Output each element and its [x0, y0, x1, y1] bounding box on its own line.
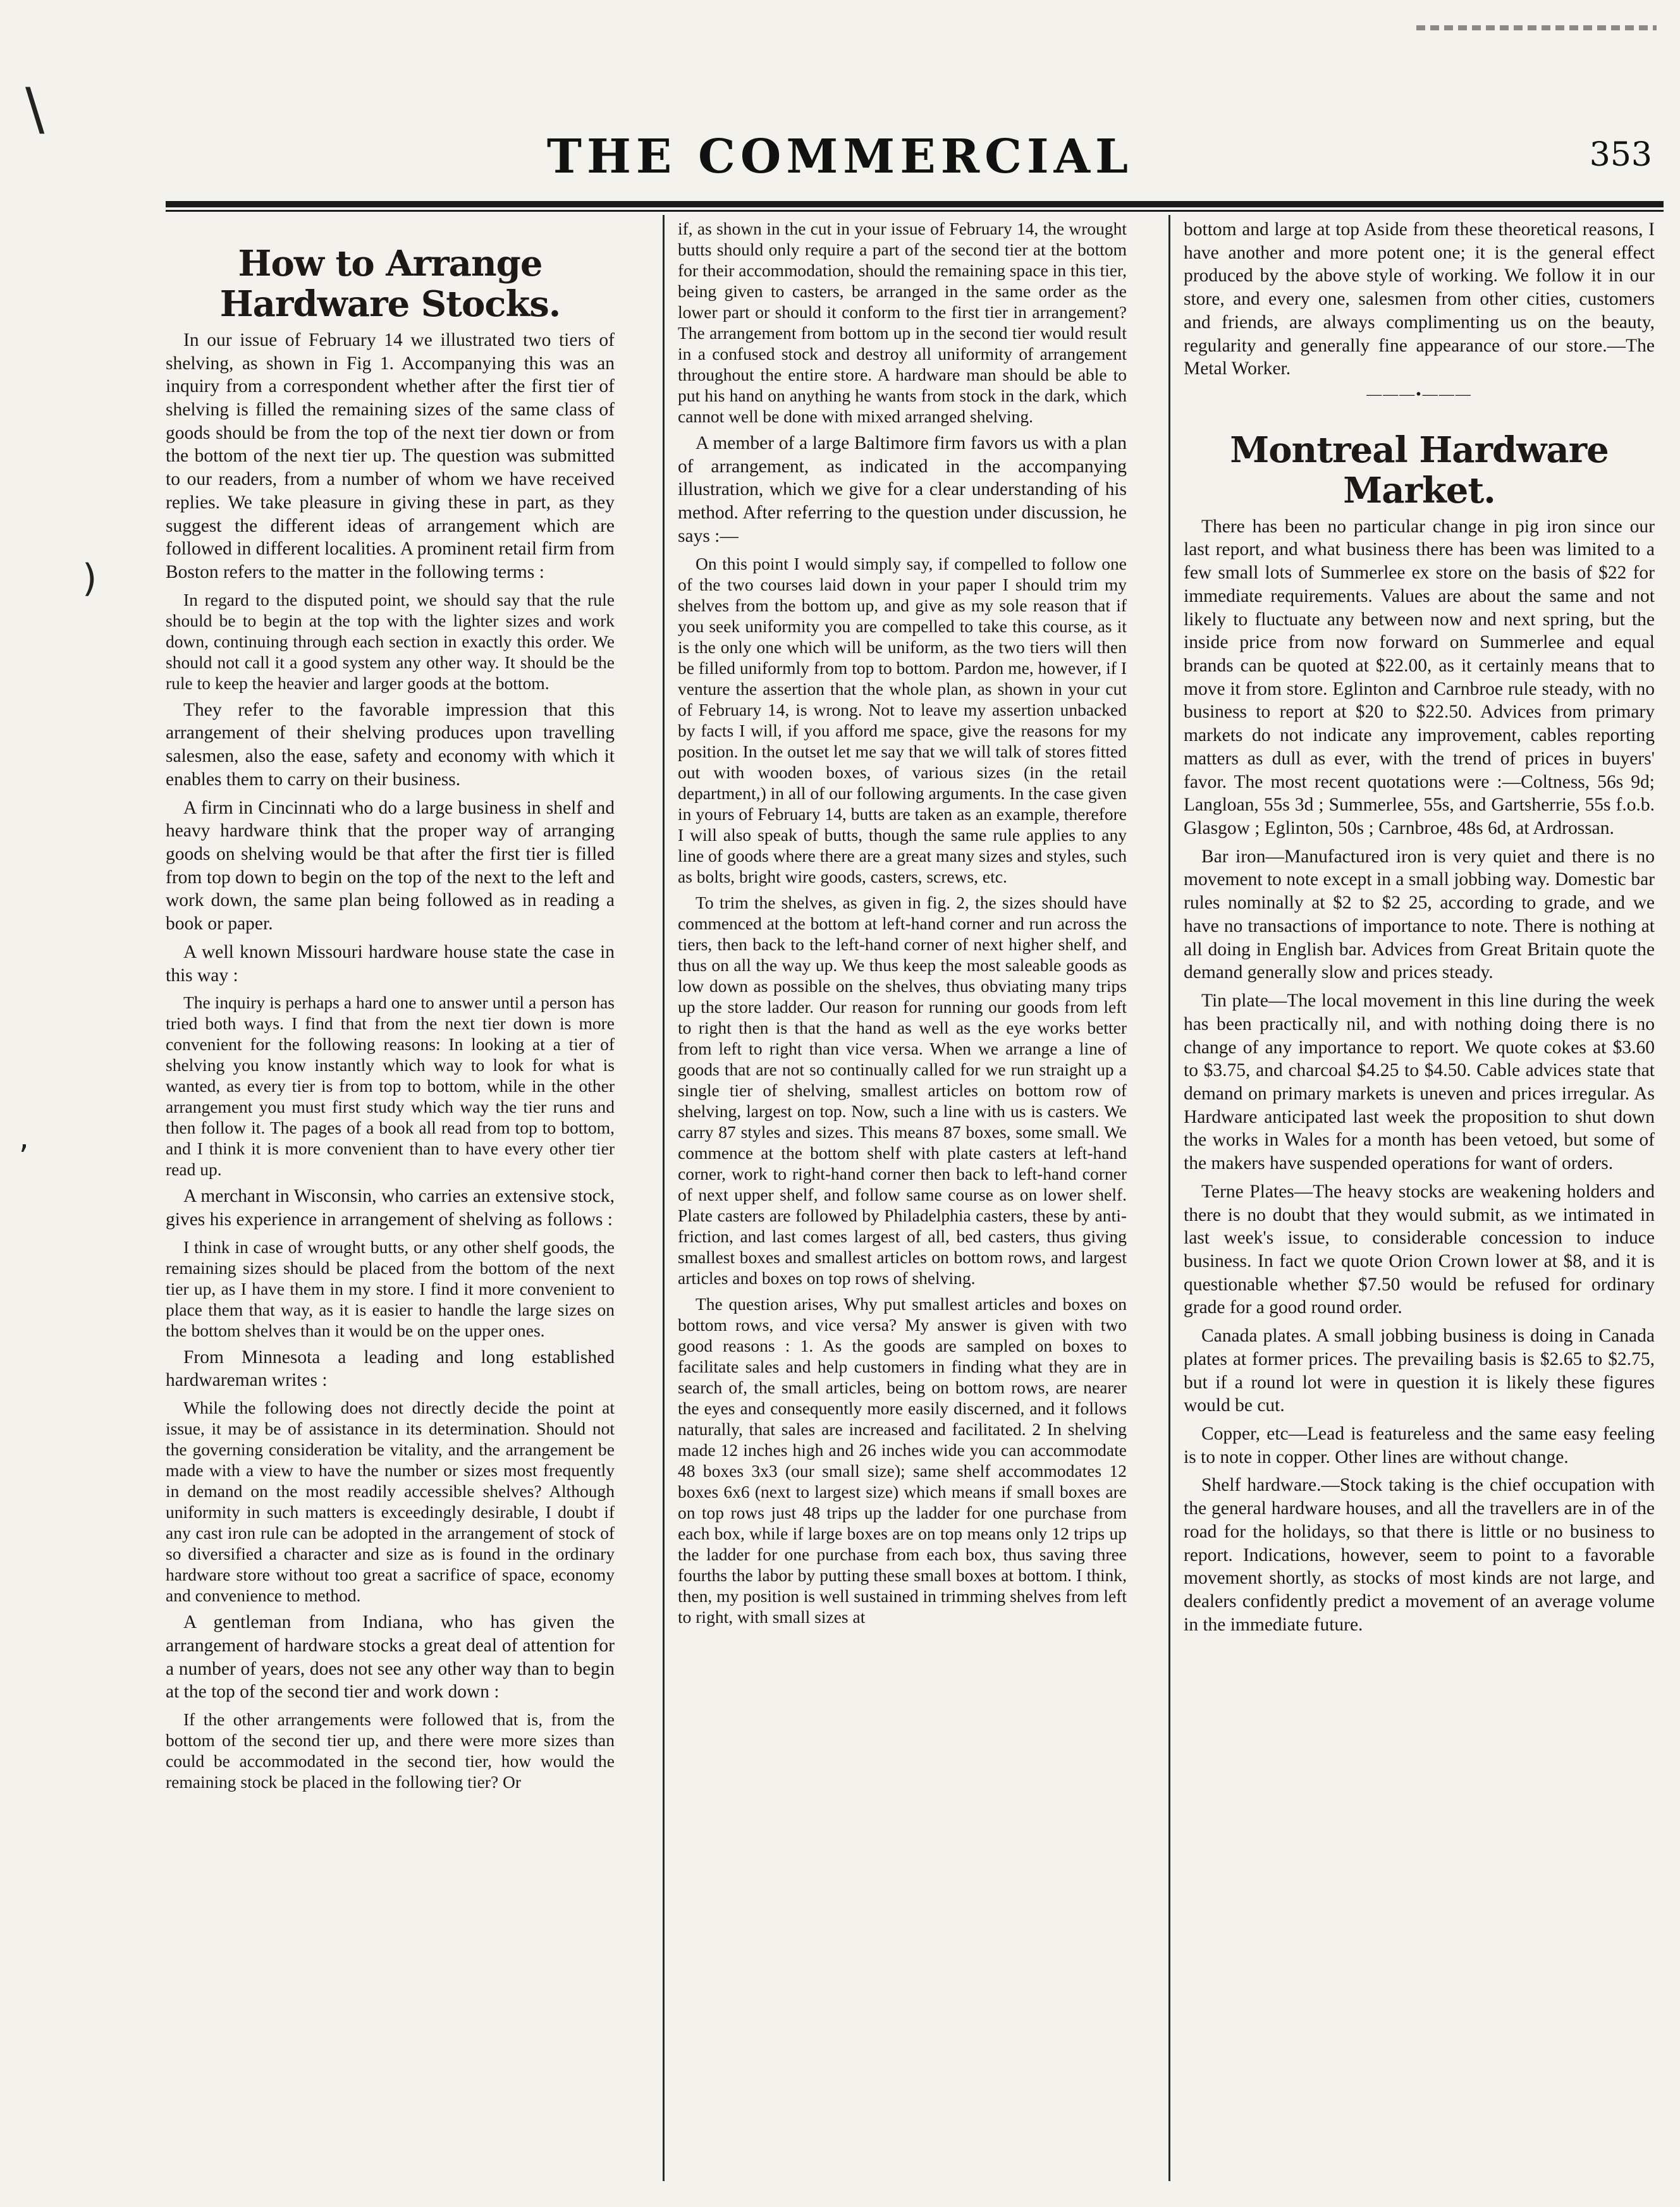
- header-rule-thick: [166, 201, 1664, 207]
- paragraph: A well known Missouri hardware house state the case in this way :: [166, 941, 615, 986]
- header-rule-thin: [166, 210, 1664, 212]
- quoted-paragraph: I think in case of wrought butts, or any other shelf goods, the remaining sizes should be placed from the bottom of the next tier up, as I have them in my store. I find it more convenient to place them that way, as it is easier to handle the large sizes on the bottom shelves than it would be on the upper ones.: [166, 1237, 615, 1340]
- margin-scan-mark: ,: [19, 1119, 29, 1156]
- page-number: 353: [1589, 136, 1652, 174]
- paragraph: Canada plates. A small jobbing business is doing in Canada plates at former prices. The prevailing basis is $2.65 to $2.75, but if a round lot were in question it is likely these figures would be cut.: [1184, 1326, 1655, 1416]
- quoted-paragraph: To trim the shelves, as given in fig. 2, the sizes should have commenced at the bottom at left-hand corner and run across the tiers, then back to the left-hand corner of next higher shelf, and thus on all the way up. We thus keep the most saleable goods as low down as possible on the shelves, thus obviating many trips up the store ladder. Our reason for running our goods from left to right then is that the hand as well as the eye works better from left to right than vice versa. When we arrange a line of goods that are not so continually called for we run straight up a single tier of shelving, smallest articles on bottom row of shelving, largest on top. Now, such a line with us is casters. We carry 87 styles and sizes. This means 87 boxes, some small. We commence at the bottom shelf with plate casters at left-hand corner, work to right-hand corner then back to left-hand corner of next upper shelf, and follow same course as on lower shelf. Plate casters are followed by Philadelphia casters, these by anti-friction, and last comes largest of all, bed casters, thus giving smallest boxes and smallest articles on bottom rows, and largest articles and boxes on top rows of shelving.: [678, 892, 1127, 1288]
- article-separator: ———•———: [1366, 386, 1472, 403]
- paragraph: Shelf hardware.—Stock taking is the chief occupation with the general hardware houses, and all the travellers are in of the road for the holidays, so that there is little or no business to report. Indications, however, seem to point to a favorable movement shortly, as stocks of most kinds are not large, and dealers confidently predict a movement of an average volume in the immediate future.: [1184, 1475, 1655, 1635]
- article-column-2: [678, 218, 1127, 2178]
- quoted-paragraph: The inquiry is perhaps a hard one to answer until a person has tried both ways. I find that from the next tier down is more convenient for the following reasons: In looking at a tier of shelving you know instantly which way to look for what is wanted, as every tier is from top to bottom, while in the other arrangement you must first study which way the tier runs and then follow it. The pages of a book all read from top to bottom, and I think it is more convenient than to have every other tier read up.: [166, 993, 615, 1180]
- publication-title: THE COMMERCIAL: [546, 130, 1134, 184]
- column-divider: [663, 215, 665, 2181]
- article-column-3: [1184, 218, 1655, 2178]
- paragraph: bottom and large at top Aside from these theoretical reasons, I have another and more potent one; it is the general effect produced by the above style of working. We follow it in our store, and every one, salesmen from other cities, customers and friends, are always complimenting us on the beauty, regularity and generally fine appearance of our store.—The Metal Worker.: [1184, 219, 1655, 379]
- margin-scan-mark: ): [82, 556, 97, 601]
- quoted-paragraph: In regard to the disputed point, we should say that the rule should be to begin at the top with the lighter sizes and work down, continuing through each section in exactly this order. We should not call it a good system any other way. It should be the rule to keep the heavier and larger goods at the bottom.: [166, 589, 615, 693]
- quoted-paragraph: On this point I would simply say, if compelled to follow one of the two courses laid down in your paper I should trim my shelves from the bottom up, and give as my sole reason that if you seek uniformity you are compelled to take this course, as it is the only one which will be uniform, as the two tiers will then be filled uniformly from top to bottom. Pardon me, however, if I venture the assertion that the whole plan, as shown in your cut of February 14, is wrong. Not to leave my assertion unbacked by facts I will, if you afford me space, give the reasons for my position. In the outset let me say that we will talk of stores fitted out with wooden boxes, of various sizes (in the retail department,) in all of our following arguments. In the case given in yours of February 14, butts are taken as an example, therefore I will also speak of butts, though the same rule applies to any line of goods where there are a great many sizes and styles, such as bolts, bright wire goods, casters, screws, etc.: [678, 553, 1127, 886]
- column-divider: [1168, 215, 1170, 2181]
- paragraph: A firm in Cincinnati who do a large business in shelf and heavy hardware think that the proper way of arranging goods on shelving would be that after the first tier is filled from top down to begin on the top of the next to the left and work down, the same plan being followed as in reading a book or paper.: [166, 797, 615, 934]
- paragraph: There has been no particular change in pig iron since our last report, and what business there has been was limited to a few small lots of Summerlee ex store on the basis of $22 for immediate requirements. Values are about the same and not likely to fluctuate any between now and next spring, but the inside price from now forward on Summerlee and equal brands can be quoted at $22.00, as it certainly means that to move it from store. Eglinton and Carnbroe rule steady, with no business to report at $20 to $22.50. Advices from primary markets do not indicate any improvement, cables reporting matters as dull as ever, with the trend of prices in buyers' favor. The most recent quotations were :—Coltness, 56s 9d; Langloan, 55s 3d ; Summerlee, 55s, and Gartsherrie, 55s f.o.b. Glasgow ; Eglinton, 50s ; Carnbroe, 48s 6d, at Ardrossan.: [1184, 516, 1655, 839]
- paragraph: They refer to the favorable impression that this arrangement of their shelving produces upon travelling salesmen, also the ease, safety and economy with which it enables them to carry on their business.: [166, 699, 615, 790]
- article-column-1: [166, 218, 615, 2178]
- paragraph: A gentleman from Indiana, who has given the arrangement of hardware stocks a great deal of attention for a number of years, does not see any other way than to begin at the top of the second tier and work down :: [166, 1612, 615, 1703]
- quoted-paragraph: While the following does not directly decide the point at issue, it may be of assistance in its determination. Should not the governing consideration be vitality, and the arrangement be made with a view to have the number or sizes most frequently in demand on the most readily accessible shelves? Although uniformity in such matters is exceedingly desirable, I doubt if any cast iron rule can be adopted in the arrangement of stock of so diversified a character and size as is found in the ordinary hardware store without too great a sacrifice of space, economy and convenience to method.: [166, 1398, 615, 1606]
- scan-artifact-strip: [1416, 25, 1657, 30]
- paragraph: A merchant in Wisconsin, who carries an extensive stock, gives his experience in arrangement of shelving as follows :: [166, 1186, 615, 1230]
- paragraph: From Minnesota a leading and long established hardwareman writes :: [166, 1347, 615, 1391]
- paragraph: Terne Plates—The heavy stocks are weakening holders and there is no doubt that they would submit, as we intimated in last week's issue, to considerable concession to induce business. In fact we quote Orion Crown lower at $8, and it is questionable whether $7.50 would be refused for ordinary grade for a good round order.: [1184, 1181, 1655, 1318]
- article-headline: How to Arrange Hardware Stocks.: [219, 243, 561, 326]
- paragraph: Tin plate—The local movement in this line during the week has been practically nil, and with nothing doing there is no change of any importance to report. We quote cokes at $3.60 to $3.75, and charcoal $4.25 to $4.50. Cable advices state that demand on primary markets is uneven and prices irregular. As Hardware anticipated last week the proposition to shut down the works in Wales for a month has been vetoed, but some of the makers have suspended operations for want of orders.: [1184, 991, 1655, 1174]
- paragraph: In our issue of February 14 we illustrated two tiers of shelving, as shown in Fig 1. Accompanying this was an inquiry from a correspondent whether after the first tier of shelving is filled the remaining sizes of the same class of goods should be from the top of the next tier down or from the bottom of the next tier up. The question was submitted to our readers, from a number of whom we have received replies. We take pleasure in giving these in part, as they suggest the different ideas of arrangement which are followed in different localities. A prominent retail firm from Boston refers to the matter in the following terms :: [166, 329, 615, 582]
- quoted-paragraph: if, as shown in the cut in your issue of February 14, the wrought butts should only require a part of the second tier at the bottom for their accommodation, should the remaining space in this tier, being given to casters, be arranged in the same order as the lower part or should it conform to the first tier in arrangement? The arrangement from bottom up in the second tier would result in a confused stock and destroy all uniformity of arrangement throughout the entire store. A hardware man should be able to put his hand on anything he wants from stock in the dark, which cannot well be done with mixed arranged shelving.: [678, 219, 1127, 426]
- paragraph: Copper, etc—Lead is featureless and the same easy feeling is to note in copper. Other lines are without change.: [1184, 1424, 1655, 1467]
- paragraph: Bar iron—Manufactured iron is very quiet and there is no movement to note except in a small jobbing way. Domestic bar rules nominally at $2 to $2 25, according to grade, and we have no transactions of importance to note. There is nothing at all doing in English bar. Advices from Great Britain quote the demand generally slow and prices steady.: [1184, 846, 1655, 983]
- masthead: [0, 0, 1680, 209]
- margin-scan-mark: \: [25, 76, 45, 142]
- paragraph: A member of a large Baltimore firm favors us with a plan of arrangement, as indicated in the accompanying illustration, which we give for a clear understanding of his method. After referring to the question under discussion, he says :—: [678, 433, 1127, 546]
- article-headline: Montreal Hardware Market.: [1230, 429, 1609, 512]
- quoted-paragraph: If the other arrangements were followed that is, from the bottom of the second tier up, and there were more sizes than could be accommodated in the second tier, how would the remaining stock be placed in the following tier? Or: [166, 1709, 615, 1792]
- quoted-paragraph: The question arises, Why put smallest articles and boxes on bottom rows, and vice versa? My answer is given with two good reasons : 1. As the goods are sampled on boxes to facilitate sales and help customers in finding what they are in search of, the small articles, being on bottom rows, are nearer the eyes and consequently more easily discerned, and it follows naturally, that sales are increased and facilitated. 2 In shelving made 12 inches high and 26 inches wide you can accommodate 48 boxes 3x3 (our small size); same shelf accommodates 12 boxes 6x6 (next to largest size) which means if small boxes are on top rows just 48 trips up the ladder for one purchase from each box, while if large boxes are on top means only 12 trips up the ladder for one purchase from each box, thus saving three fourths the labor by putting these small boxes at bottom. I think, then, my position is well sustained in trimming shelves from left to right, with small sizes at: [678, 1293, 1127, 1627]
